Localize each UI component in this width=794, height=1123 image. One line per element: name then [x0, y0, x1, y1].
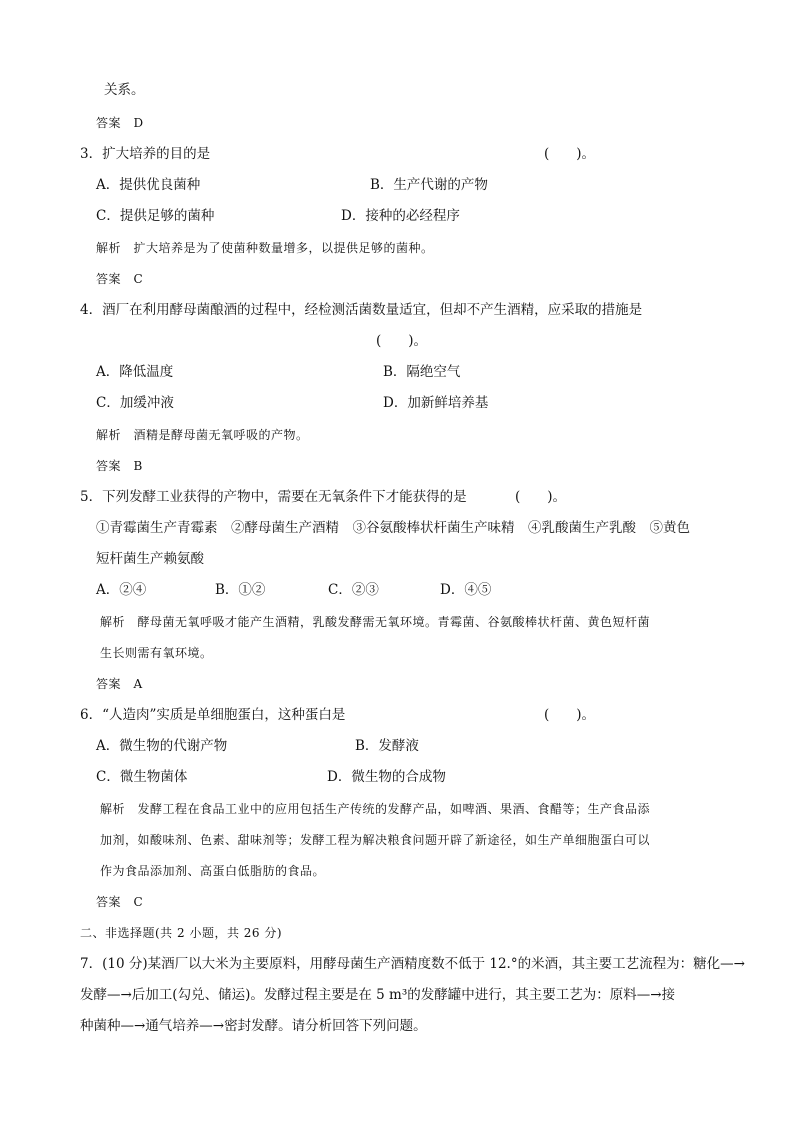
- q6-answer: 答案 C: [96, 895, 144, 909]
- q4-option-c[interactable]: C．加缓冲液: [96, 395, 174, 411]
- q3-answer: 答案 C: [96, 272, 144, 286]
- q6-analysis-line-1: 解析 发酵工程在食品工业中的应用包括生产传统的发酵产品，如啤酒、果酒、食醋等；生产食品添: [100, 802, 651, 816]
- q7-line-1: 7．(10 分)某酒厂以大米为主要原料，用酵母菌生产酒精度数不低于 12.°的米酒，其主要工艺流程为：糖化—→: [80, 956, 745, 972]
- q5-option-b[interactable]: B．①②: [215, 582, 266, 598]
- q3-answer-paren: ( )。: [544, 146, 596, 162]
- q5-option-a[interactable]: A．②④: [96, 582, 147, 598]
- q5-analysis-line-2: 生长则需有氧环境。: [100, 646, 213, 660]
- q5-option-c[interactable]: C．②③: [328, 582, 379, 598]
- q5-stem: 5．下列发酵工业获得的产物中，需要在无氧条件下才能获得的是: [80, 489, 467, 505]
- q4-option-b[interactable]: B．隔绝空气: [383, 364, 461, 380]
- q5-option-d[interactable]: D．④⑤: [440, 582, 492, 598]
- q5-answer-paren: ( )。: [515, 489, 567, 505]
- q3-option-a[interactable]: A．提供优良菌种: [96, 177, 201, 193]
- q6-analysis-line-3: 作为食品添加剂、高蛋白低脂肪的食品。: [100, 864, 326, 878]
- q4-answer: 答案 B: [96, 459, 143, 473]
- q6-option-c[interactable]: C．微生物菌体: [96, 769, 188, 785]
- q3-stem: 3．扩大培养的目的是: [80, 146, 211, 162]
- q6-analysis-line-2: 加剂，如酸味剂、色素、甜味剂等；发酵工程为解决粮食问题开辟了新途径，如生产单细胞蛋白可以: [100, 833, 651, 847]
- q5-items-line-1: ①青霉菌生产青霉素 ②酵母菌生产酒精 ③谷氨酸棒状杆菌生产味精 ④乳酸菌生产乳酸 ⑤黄色: [96, 520, 690, 536]
- q6-option-a[interactable]: A．微生物的代谢产物: [96, 738, 228, 754]
- q3-option-d[interactable]: D．接种的必经程序: [341, 208, 460, 224]
- section-2-title: 二、非选择题(共 2 小题，共 26 分): [80, 926, 283, 940]
- q7-line-3: 种菌种—→通气培养—→密封发酵。请分析回答下列问题。: [80, 1018, 427, 1034]
- q3-option-c[interactable]: C．提供足够的菌种: [96, 208, 215, 224]
- q6-answer-paren: ( )。: [544, 707, 596, 723]
- q4-stem: 4．酒厂在利用酵母菌酿酒的过程中，经检测活菌数量适宜，但却不产生酒精，应采取的措施是: [80, 302, 643, 318]
- q3-analysis: 解析 扩大培养是为了使菌种数量增多，以提供足够的菌种。: [96, 241, 434, 255]
- q6-stem: 6．“人造肉”实质是单细胞蛋白，这种蛋白是: [80, 707, 346, 723]
- q6-option-d[interactable]: D．微生物的合成物: [327, 769, 446, 785]
- q4-option-a[interactable]: A．降低温度: [96, 364, 174, 380]
- q4-option-d[interactable]: D．加新鲜培养基: [383, 395, 489, 411]
- q4-analysis: 解析 酒精是酵母菌无氧呼吸的产物。: [96, 428, 309, 442]
- q5-analysis-line-1: 解析 酵母菌无氧呼吸才能产生酒精，乳酸发酵需无氧环境。青霉菌、谷氨酸棒状杆菌、黄色短杆菌: [100, 615, 651, 629]
- q4-answer-paren: ( )。: [376, 333, 428, 349]
- q3-option-b[interactable]: B．生产代谢的产物: [370, 177, 488, 193]
- q5-items-line-2: 短杆菌生产赖氨酸: [96, 551, 204, 567]
- q6-option-b[interactable]: B．发酵液: [355, 738, 419, 754]
- q2-answer: 答案 D: [96, 116, 144, 130]
- q5-answer: 答案 A: [96, 677, 143, 691]
- q2-stem-tail: 关系。: [104, 82, 145, 98]
- q7-line-2: 发酵—→后加工(勾兑、储运)。发酵过程主要是在 5 m³的发酵罐中进行，其主要工艺为：原料—→接: [80, 987, 676, 1003]
